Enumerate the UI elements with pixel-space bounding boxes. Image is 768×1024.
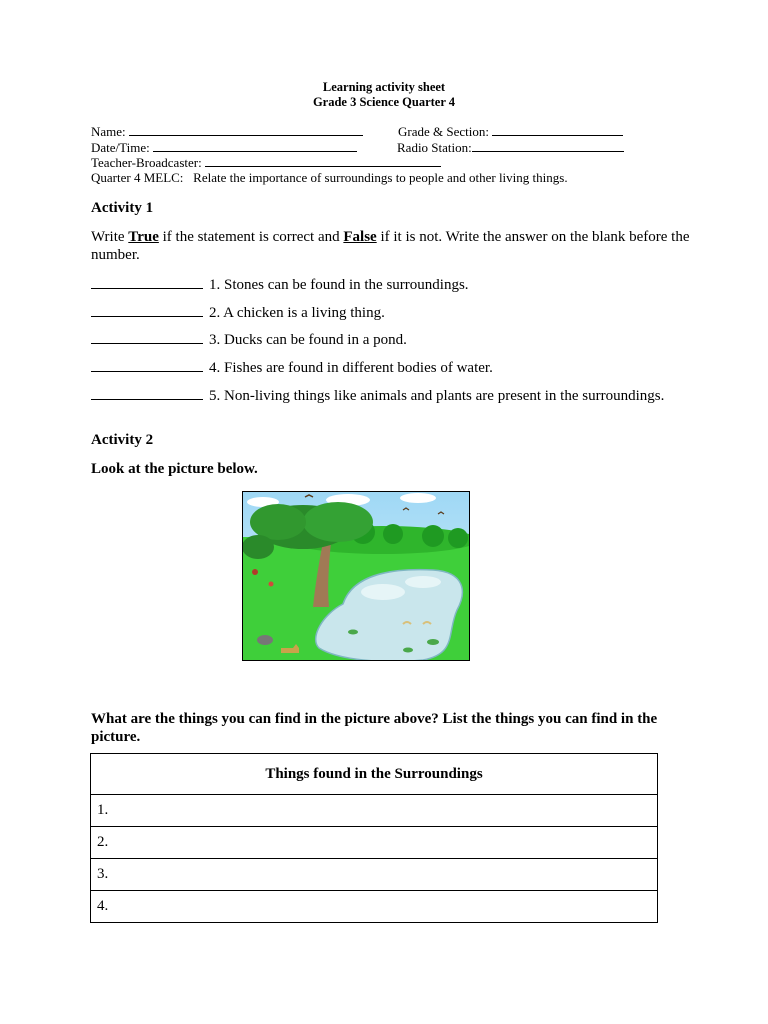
answer-blank	[91, 275, 203, 289]
activity2-title: Activity 2	[91, 432, 154, 448]
teacher-blank	[205, 155, 441, 167]
grade-section-label: Grade & Section:	[398, 124, 489, 139]
statement-item	[91, 330, 691, 349]
stone	[257, 635, 273, 645]
true-keyword: True	[128, 229, 159, 245]
statement-item	[91, 303, 691, 322]
lily-pad	[348, 630, 358, 635]
table-cell[interactable]: 3.	[91, 859, 658, 891]
date-time-field	[91, 140, 357, 156]
pond-reflection	[405, 576, 441, 588]
bush	[243, 535, 274, 559]
name-blank	[129, 124, 363, 136]
statement-text: 2. A chicken is a living thing.	[209, 305, 385, 321]
statement-text: 1. Stones can be found in the surroundings.	[209, 277, 469, 293]
lily-pad	[403, 648, 413, 653]
table-row	[91, 827, 658, 859]
radio-station-field	[397, 140, 624, 156]
teacher-label: Teacher-Broadcaster:	[91, 155, 202, 170]
answer-blank	[91, 358, 203, 372]
answer-blank	[91, 386, 203, 400]
statement-text: 3. Ducks can be found in a pond.	[209, 332, 407, 348]
date-time-label: Date/Time:	[91, 140, 150, 155]
table-cell[interactable]: 2.	[91, 827, 658, 859]
surroundings-picture	[242, 491, 470, 661]
bush	[383, 524, 403, 544]
lily-pad	[427, 639, 439, 645]
activity2-instruction: Look at the picture below.	[91, 461, 258, 477]
date-time-blank	[153, 140, 357, 152]
teacher-field	[91, 155, 441, 171]
table-row	[91, 795, 658, 827]
cloud	[400, 493, 436, 503]
activity1-title: Activity 1	[91, 200, 154, 216]
table-row	[91, 859, 658, 891]
grade-section-field	[398, 124, 623, 140]
bush	[448, 528, 468, 548]
activity2-question: What are the things you can find in the picture above? List the things you can find in the picture.	[91, 711, 658, 745]
answer-blank	[91, 303, 203, 317]
radio-station-label: Radio Station:	[397, 140, 472, 155]
statement-item	[91, 275, 691, 294]
name-label: Name:	[91, 124, 126, 139]
table-cell[interactable]: 1.	[91, 795, 658, 827]
statement-item	[91, 358, 691, 377]
name-field	[91, 124, 363, 140]
melc-text: Quarter 4 MELC: Relate the importance of surroundings to people and other living things.	[91, 170, 568, 185]
activity1-instruction	[91, 228, 691, 264]
answer-blank	[91, 330, 203, 344]
sheet-subtitle: Grade 3 Science Quarter 4	[312, 95, 456, 109]
statement-text: 5. Non-living things like animals and plants are present in the surroundings.	[209, 388, 665, 404]
tree-canopy	[250, 504, 306, 540]
sheet-title: Learning activity sheet	[322, 80, 446, 94]
table-cell[interactable]: 4.	[91, 891, 658, 923]
false-keyword: False	[343, 229, 377, 245]
statement-text: 4. Fishes are found in different bodies of water.	[209, 360, 493, 376]
instruction-text: if the statement is correct and	[158, 229, 344, 245]
instruction-text: if it is not. Write the answer on the blank before the number.	[91, 229, 690, 263]
flower	[252, 569, 258, 575]
bush	[422, 525, 444, 547]
grade-section-blank	[492, 124, 623, 136]
table-header-row	[91, 754, 658, 795]
radio-station-blank	[472, 140, 624, 152]
flower	[269, 582, 274, 587]
pond-reflection	[361, 584, 405, 600]
statement-item	[91, 386, 671, 405]
table-header: Things found in the Surroundings	[91, 754, 658, 795]
pond-scene-illustration	[243, 492, 470, 661]
instruction-text: Write	[91, 229, 129, 245]
tree-canopy	[303, 502, 373, 542]
things-table	[90, 753, 658, 923]
table-row	[91, 891, 658, 923]
